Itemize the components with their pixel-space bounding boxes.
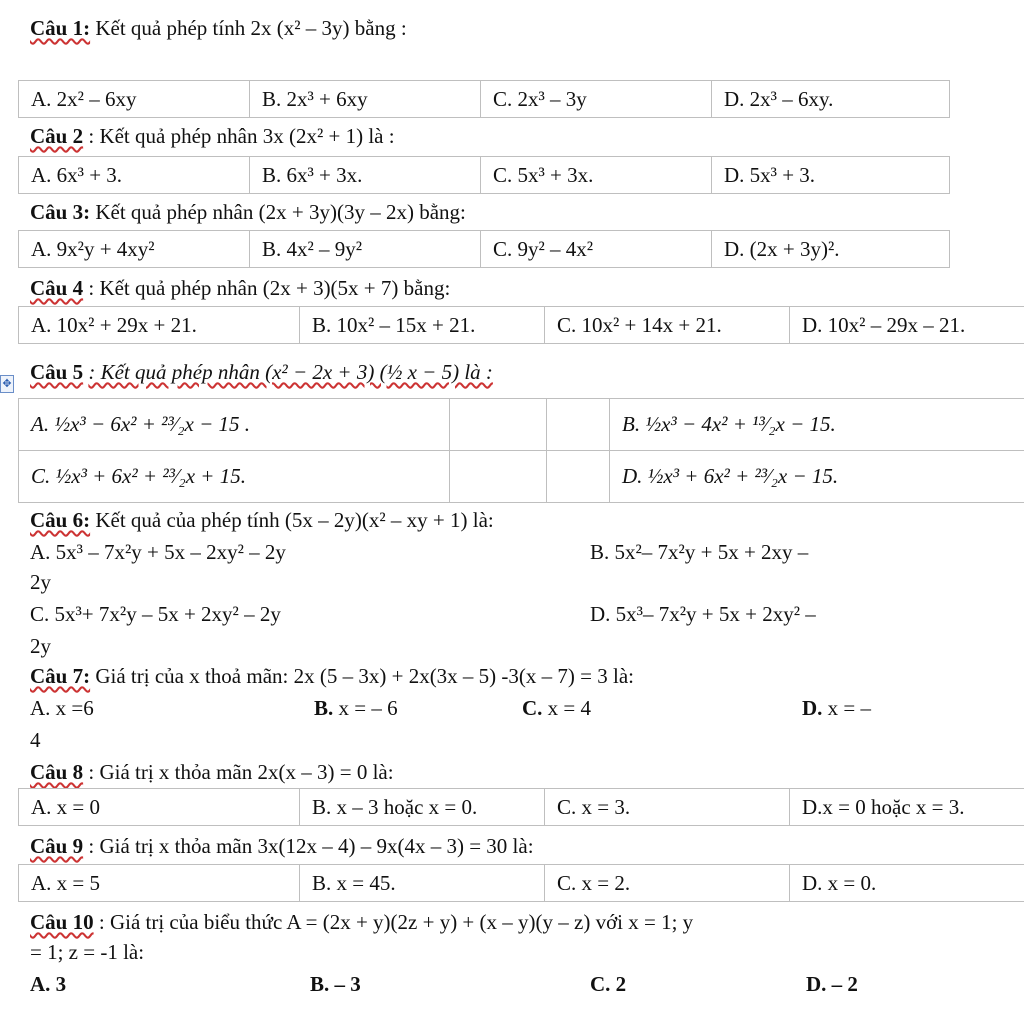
question-label: Câu 9 xyxy=(30,834,84,858)
options-table-3 xyxy=(18,230,950,268)
option-b[interactable]: B. ½x³ − 4x² + ¹³⁄₂x − 15. xyxy=(610,399,1024,451)
option-b[interactable]: B. 6x³ + 3x. xyxy=(250,157,481,194)
empty-cell xyxy=(450,399,547,451)
answer-c[interactable]: C. 5x³+ 7x²y – 5x + 2xy² – 2y xyxy=(30,602,281,626)
options-table-8 xyxy=(18,788,1024,826)
option-a[interactable]: A. 2x² – 6xy xyxy=(19,81,250,118)
question-label: Câu 3: xyxy=(30,200,91,224)
options-table-1 xyxy=(18,80,950,118)
question-9 xyxy=(30,834,534,859)
answer-a[interactable]: A. 5x³ – 7x²y + 5x – 2xy² – 2y xyxy=(30,540,286,564)
question-1 xyxy=(30,16,407,41)
option-d[interactable]: D. 2x³ – 6xy. xyxy=(712,81,950,118)
options-table-5 xyxy=(18,398,1024,503)
question-text: : Giá trị của biểu thức A = (2x + y)(2z + y) + (x – y)(y – z) với x = 1; y xyxy=(98,910,694,934)
question-5 xyxy=(30,360,493,385)
option-c[interactable]: C. x = 3. xyxy=(545,789,790,826)
question-2 xyxy=(30,124,395,149)
question-label: Câu 8 xyxy=(30,760,84,784)
question-label: Câu 5 xyxy=(30,360,84,384)
question-text: : Giá trị x thỏa mãn 3x(12x – 4) – 9x(4x – 3) = 30 là: xyxy=(88,834,534,858)
question-text: : Kết quả phép nhân 3x (2x² + 1) là : xyxy=(88,124,395,148)
option-d[interactable]: D. ½x³ + 6x² + ²³⁄₂x − 15. xyxy=(610,451,1024,503)
question-text: Giá trị của x thoả mãn: 2x (5 – 3x) + 2x(3x – 5) -3(x – 7) = 3 là: xyxy=(95,664,634,688)
option-b[interactable]: B. 2x³ + 6xy xyxy=(250,81,481,118)
question-label: Câu 6: xyxy=(30,508,91,532)
question-3 xyxy=(30,200,466,225)
option-d[interactable]: D. (2x + 3y)². xyxy=(712,231,950,268)
option-c[interactable]: C. 10x² + 14x + 21. xyxy=(545,307,790,344)
question-text: Kết quả phép nhân (2x + 3y)(3y – 2x) bằng: xyxy=(95,200,466,224)
answer-d[interactable]: D. – 2 xyxy=(806,972,858,996)
question-6 xyxy=(30,508,494,533)
options-table-2 xyxy=(18,156,950,194)
question-10-continued: = 1; z = -1 là: xyxy=(30,940,145,964)
answer-d-continued: 4 xyxy=(30,728,41,752)
options-table-4 xyxy=(18,306,1024,344)
answer-d[interactable] xyxy=(802,696,871,721)
answer-b-text: x = – 6 xyxy=(338,696,398,720)
option-b[interactable]: B. x – 3 hoặc x = 0. xyxy=(300,789,545,826)
options-table-9 xyxy=(18,864,1024,902)
question-text: Kết quả của phép tính (5x – 2y)(x² – xy + 1) là: xyxy=(95,508,494,532)
option-b[interactable]: B. 10x² – 15x + 21. xyxy=(300,307,545,344)
option-c[interactable]: C. ½x³ + 6x² + ²³⁄₂x + 15. xyxy=(19,451,450,503)
answer-d-continued: 2y xyxy=(30,634,51,658)
question-7 xyxy=(30,664,634,689)
question-label: Câu 10 xyxy=(30,910,94,934)
question-text: : Kết quả phép nhân (2x + 3)(5x + 7) bằng: xyxy=(88,276,451,300)
option-c[interactable]: C. x = 2. xyxy=(545,865,790,902)
question-label: Câu 4 xyxy=(30,276,84,300)
option-c[interactable]: C. 9y² – 4x² xyxy=(481,231,712,268)
question-text: : Kết quả phép nhân (x² − 2x + 3) (½ x − 5) là : xyxy=(88,360,493,384)
option-d[interactable]: D. x = 0. xyxy=(790,865,1024,902)
option-a[interactable]: A. x = 0 xyxy=(19,789,300,826)
answer-d[interactable]: D. 5x³– 7x²y + 5x + 2xy² – xyxy=(590,602,816,626)
question-text: : Giá trị x thỏa mãn 2x(x – 3) = 0 là: xyxy=(88,760,394,784)
option-d[interactable]: D. 5x³ + 3. xyxy=(712,157,950,194)
option-a[interactable]: A. ½x³ − 6x² + ²³⁄₂x − 15 . xyxy=(19,399,450,451)
question-10 xyxy=(30,910,693,935)
answer-c-label: C. xyxy=(522,696,543,720)
option-d[interactable]: D. 10x² – 29x – 21. xyxy=(790,307,1024,344)
answer-d-label: D. xyxy=(802,696,823,720)
empty-cell xyxy=(450,451,547,503)
question-8 xyxy=(30,760,394,785)
answer-c[interactable] xyxy=(522,696,591,721)
option-a[interactable]: A. x = 5 xyxy=(19,865,300,902)
question-label: Câu 7: xyxy=(30,664,91,688)
option-b[interactable]: B. x = 45. xyxy=(300,865,545,902)
answer-d-text: x = – xyxy=(827,696,872,720)
empty-cell xyxy=(547,451,610,503)
table-move-handle-icon[interactable]: ✥ xyxy=(0,375,14,393)
answer-c[interactable]: C. 2 xyxy=(590,972,627,996)
option-a[interactable]: A. 9x²y + 4xy² xyxy=(19,231,250,268)
question-label: Câu 1: xyxy=(30,16,91,40)
option-c[interactable]: C. 2x³ – 3y xyxy=(481,81,712,118)
answer-c-text: x = 4 xyxy=(547,696,592,720)
option-b[interactable]: B. 4x² – 9y² xyxy=(250,231,481,268)
answer-b-continued: 2y xyxy=(30,570,51,594)
answer-a[interactable]: A. 3 xyxy=(30,972,67,996)
answer-b[interactable] xyxy=(314,696,398,721)
answer-a[interactable]: A. x =6 xyxy=(30,696,94,720)
question-text: Kết quả phép tính 2x (x² – 3y) bằng : xyxy=(95,16,407,40)
option-a[interactable]: A. 6x³ + 3. xyxy=(19,157,250,194)
answer-b[interactable]: B. 5x²– 7x²y + 5x + 2xy – xyxy=(590,540,809,564)
empty-cell xyxy=(547,399,610,451)
answer-b-label: B. xyxy=(314,696,334,720)
question-label: Câu 2 xyxy=(30,124,84,148)
option-c[interactable]: C. 5x³ + 3x. xyxy=(481,157,712,194)
option-a[interactable]: A. 10x² + 29x + 21. xyxy=(19,307,300,344)
option-d[interactable]: D.x = 0 hoặc x = 3. xyxy=(790,789,1024,826)
answer-b[interactable]: B. – 3 xyxy=(310,972,361,996)
question-4 xyxy=(30,276,450,301)
